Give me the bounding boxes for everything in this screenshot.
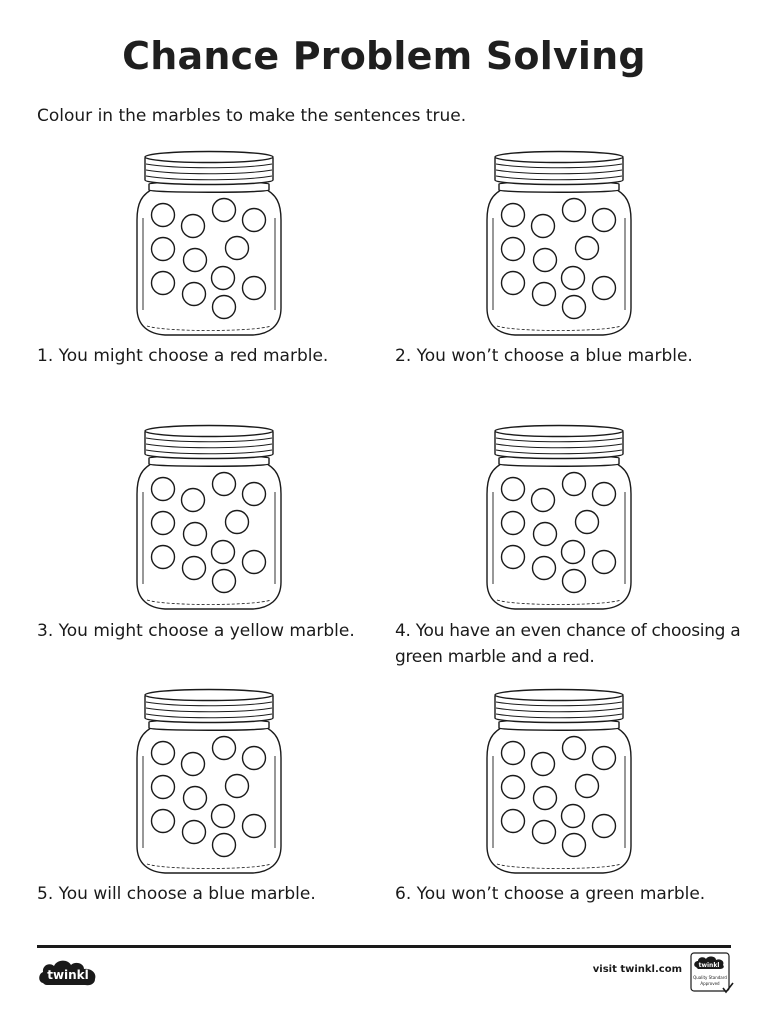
marble-jar-5 [135, 686, 283, 876]
visit-link[interactable]: visit twinkl.com [592, 964, 682, 975]
marble-jar-1 [135, 148, 283, 338]
question-3: 3. You might choose a yellow marble. [37, 621, 355, 641]
footer-divider [37, 945, 731, 948]
quality-standard-badge [690, 952, 734, 994]
question-6: 6. You won’t choose a green marble. [395, 884, 706, 904]
question-1: 1. You might choose a red marble. [37, 346, 329, 366]
question-4: 4. You have an even chance of choosing a green marble and a red. [395, 621, 741, 667]
marble-jar-6 [485, 686, 633, 876]
question-2: 2. You won’t choose a blue marble. [395, 346, 693, 366]
marble-jar-3 [135, 422, 283, 612]
svg-text:Approved: Approved [700, 981, 720, 986]
instructions: Colour in the marbles to make the sentences true. [37, 106, 467, 126]
svg-text:twinkl: twinkl [47, 968, 89, 982]
marble-jar-4 [485, 422, 633, 612]
twinkl-logo [37, 956, 99, 988]
page-title: Chance Problem Solving [122, 34, 646, 78]
question-5: 5. You will choose a blue marble. [37, 884, 316, 904]
svg-text:twinkl: twinkl [698, 962, 720, 969]
svg-text:Quality Standard: Quality Standard [693, 975, 727, 980]
marble-jar-2 [485, 148, 633, 338]
